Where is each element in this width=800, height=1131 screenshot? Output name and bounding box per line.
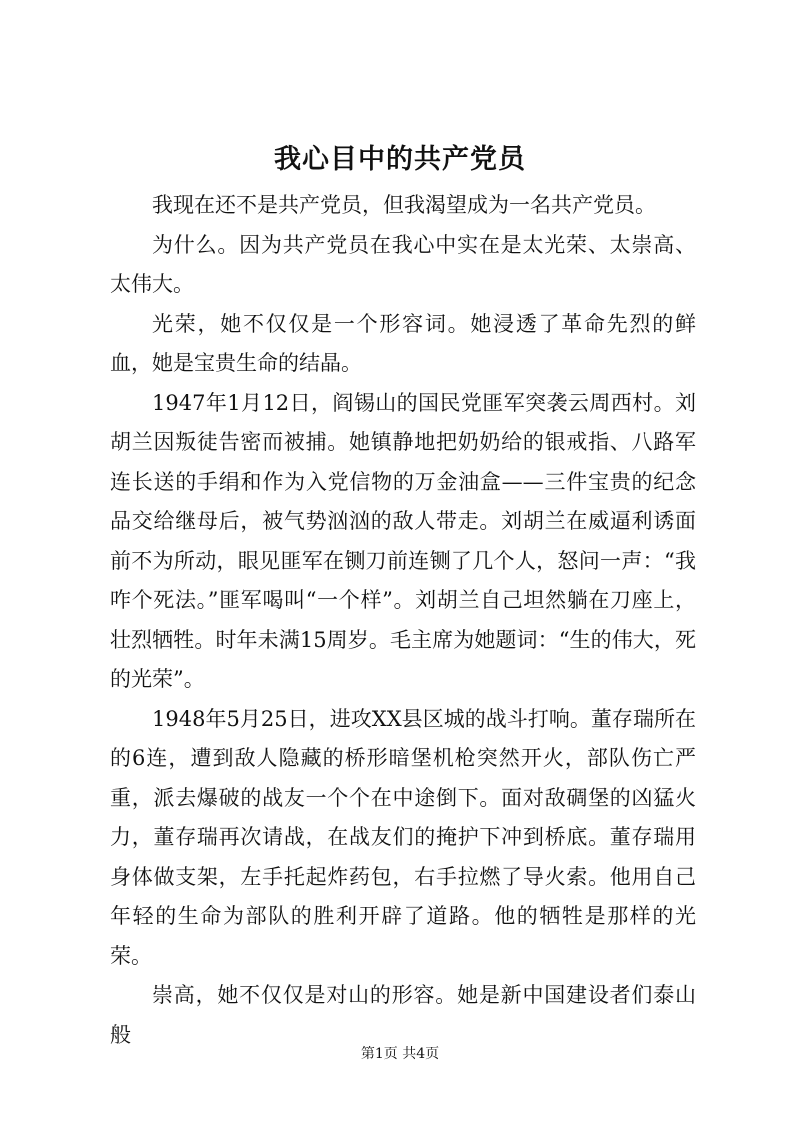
paragraph-intro: 我现在还不是共产党员，但我渴望成为一名共产党员。	[152, 193, 656, 217]
paragraph-lofty: 崇高，她不仅仅是对山的形容。她是新中国建设者们泰山般	[110, 983, 696, 1047]
paragraph-why: 为什么。因为共产党员在我心中实在是太光荣、太崇高、太伟大。	[110, 232, 696, 296]
document-body	[110, 186, 696, 1055]
paragraph-liu-hulan: 1947年1月12日，阎锡山的国民党匪军突袭云周西村。刘胡兰因叛徒告密而被捕。她镇静地把奶奶给的银戒指、八路军连长送的手绢和作为入党信物的万金油盒——三件宝贵的纪念品交给继母后，被气势汹汹的敌人带走。刘胡兰在威逼利诱面前不为所动，眼见匪军在铡刀前连铡了几个人，怒问一声：“我咋个死法。”匪军喝叫“一个样”。刘胡兰自己坦然躺在刀座上，壮烈牺牲。时年未满15周岁。毛主席为她题词：“生的伟大，死的光荣”。	[110, 390, 696, 691]
document-title: 我心目中的共产党员	[274, 144, 526, 175]
paragraph-glory: 光荣，她不仅仅是一个形容词。她浸透了革命先烈的鲜血，她是宝贵生命的结晶。	[110, 311, 696, 375]
paragraph-dong-cunrui: 1948年5月25日，进攻XX县区城的战斗打响。董存瑞所在的6连，遭到敌人隐藏的桥形暗堡机枪突然开火，部队伤亡严重，派去爆破的战友一个个在中途倒下。面对敌碉堡的凶猛火力，董存瑞再次请战，在战友们的掩护下冲到桥底。董存瑞用身体做支架，左手托起炸药包，右手拉燃了导火索。他用自己年轻的生命为部队的胜利开辟了道路。他的牺牲是那样的光荣。	[110, 706, 696, 968]
page-footer: 第1页 共4页	[360, 1046, 440, 1062]
